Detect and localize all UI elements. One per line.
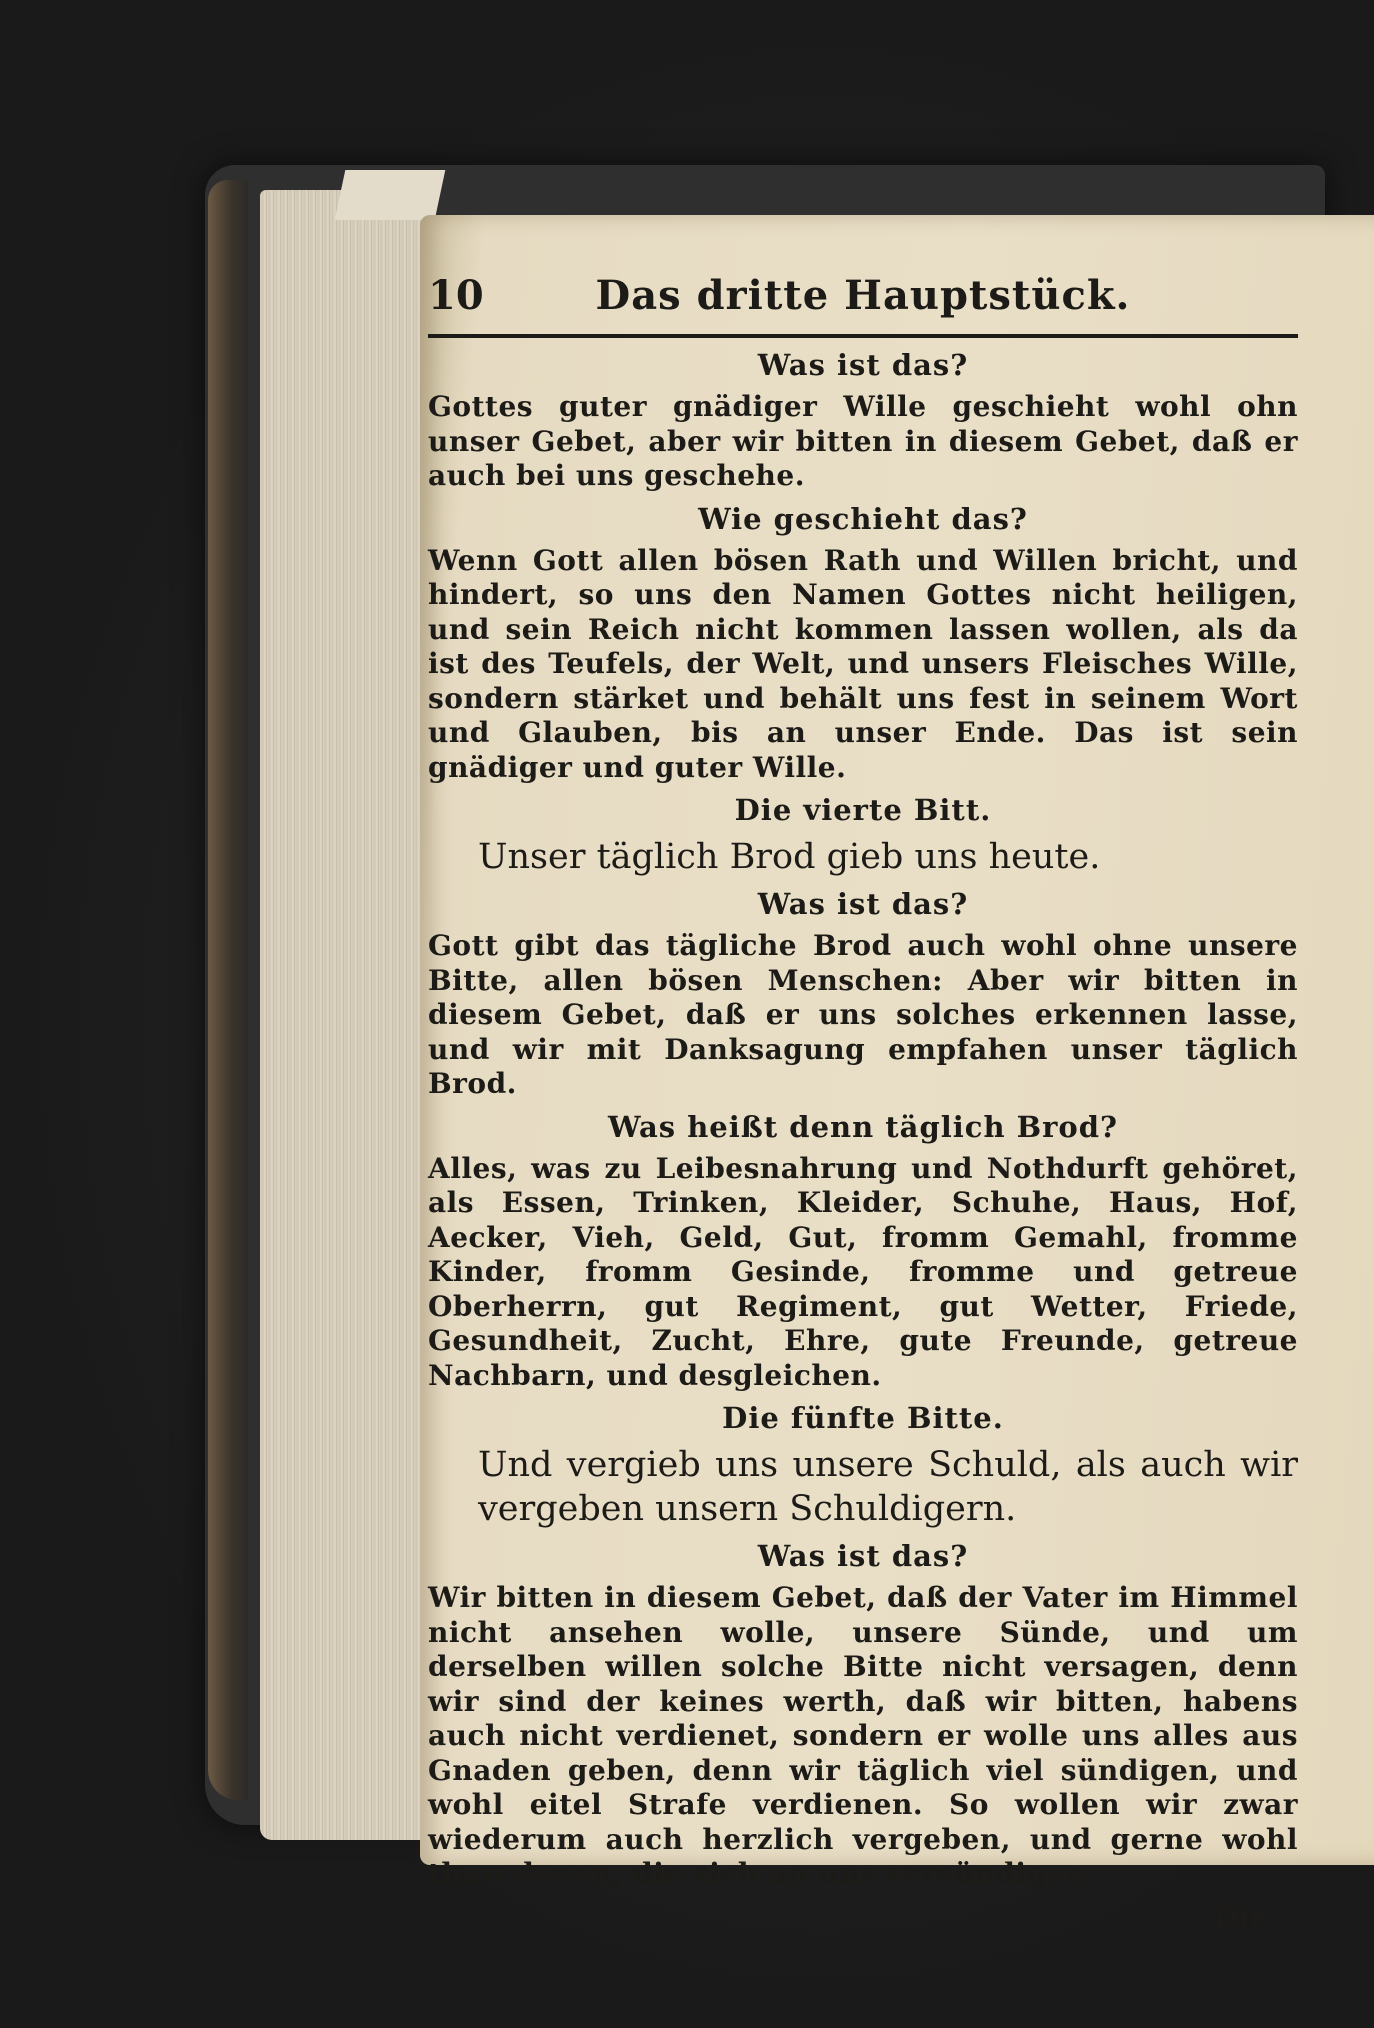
catchword: Die <box>1213 1899 1268 1934</box>
petition-text: Unser täglich Brod gieb uns heute. <box>478 837 1101 877</box>
running-title: Das dritte Hauptstück. <box>595 272 1131 319</box>
answer-paragraph: Alles, was zu Leibesnahrung und Nothdurft gehöret, als Essen, Trinken, Kleider, Schuhe, Haus, Hof, Aecker, Vieh, Geld, Gut, fromm Gemahl, fromme Kinder, fromm Gesinde, fromme und getreue Oberherrn, gut Regiment, gut Wetter, Friede, Gesundheit, Zucht, Ehre, gute Freunde, getreue Nachbarn, und desgleichen. <box>428 1151 1298 1392</box>
answer-paragraph: Gottes guter gnädiger Wille geschieht wohl ohn unser Gebet, aber wir bitten in diesem Gebet, daß er auch bei uns geschehe. <box>428 390 1298 492</box>
page-text <box>428 262 1298 1934</box>
answer-paragraph: Wenn Gott allen bösen Rath und Willen bricht, und hindert, so uns den Namen Gottes nicht heiligen, und sein Reich nicht kommen lassen wollen, als da ist des Teufels, der Welt, und unsers Fleisches Wille, sondern stärket und behält uns fest in seinem Wort und Glauben, bis an unser Ende. Das ist sein gnädiger und guter Wille. <box>428 543 1298 784</box>
question-heading: Wie geschieht das? <box>698 501 1028 536</box>
petition-heading: Die vierte Bitt. <box>734 793 992 827</box>
running-head <box>428 262 1298 324</box>
answer-paragraph: Gott gibt das tägliche Brod auch wohl ohne unsere Bitte, allen bösen Menschen: Aber wir bitten in diesem Gebet, daß er uns solches erkennen lasse, und wir mit Danksagung empfahen unser täglich Brod. <box>428 929 1298 1100</box>
page-number: 10 <box>428 272 484 319</box>
petition-heading: Die fünfte Bitte. <box>722 1401 1004 1435</box>
petition-text: Und vergieb uns unsere Schuld, als auch wir vergeben unsern Schuldigern. <box>478 1445 1298 1529</box>
question-heading: Was ist das? <box>757 887 969 921</box>
question-heading: Was ist das? <box>757 1539 969 1573</box>
header-rule <box>428 334 1298 338</box>
page-edges <box>260 190 430 1840</box>
answer-paragraph: Wir bitten in diesem Gebet, daß der Vater im Himmel nicht ansehen wolle, unsere Sünde, und um derselben willen solche Bitte nicht versagen, denn wir sind der keines werth, daß wir bitten, habens auch nicht verdienet, sondern er wolle uns alles aus Gnaden geben, denn wir täglich viel sündigen, und wohl eitel Strafe verdienen. So wollen wir zwar wiederum auch herzlich vergeben, und gerne wohl thun denen, die sich an uns versündigen. <box>428 1581 1298 1890</box>
page-corner <box>335 170 446 220</box>
question-heading: Was ist das? <box>757 348 969 382</box>
book-spine-edge <box>208 180 248 1800</box>
question-heading: Was heißt denn täglich Brod? <box>607 1109 1119 1144</box>
